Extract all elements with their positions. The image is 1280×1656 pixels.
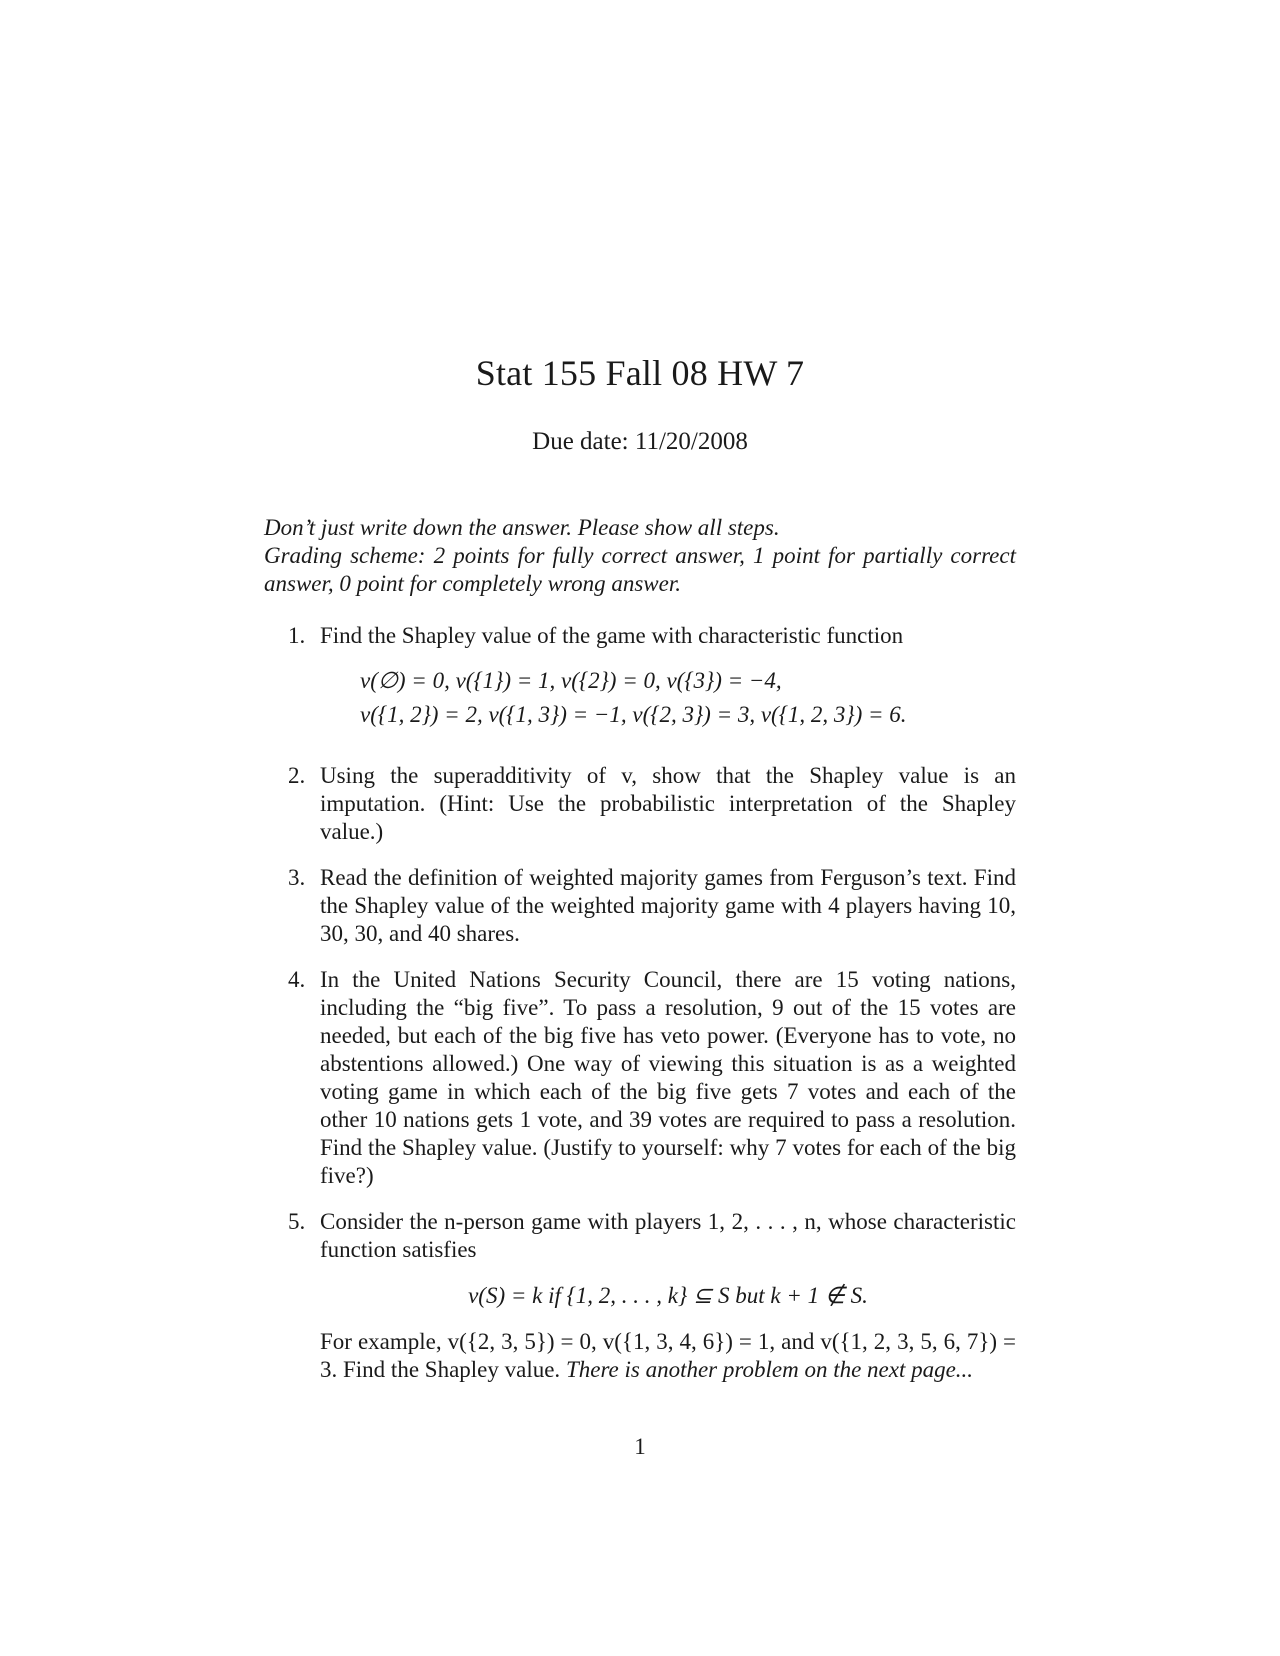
due-date: Due date: 11/20/2008: [532, 428, 748, 455]
problem-number: 1.: [288, 623, 306, 648]
problem-number: 4.: [288, 967, 306, 992]
problem-2: [264, 762, 1016, 846]
instructions-line-1: Don’t just write down the answer. Please show all steps.: [264, 515, 780, 540]
problem-list: [264, 622, 1016, 1384]
instructions: [264, 514, 1016, 598]
problem-text: Read the definition of weighted majority games from Ferguson’s text. Find the Shapley value of the weighted majority game with 4 players having 10, 30, 30, and 40 shares.: [320, 865, 1016, 946]
problem-text: Find the Shapley value of the game with characteristic function: [320, 623, 904, 648]
problem-4: [264, 966, 1016, 1190]
problem-text: Using the superadditivity of v, show that the Shapley value is an imputation. (Hint: Use the probabilistic interpretation of the Shapley value.): [320, 763, 1016, 844]
characteristic-function: [360, 664, 1016, 732]
problem-text: In the United Nations Security Council, there are 15 voting nations, including the “big five”. To pass a resolution, 9 out of the 15 votes are needed, but each of the big five has veto power. (Everyone has to vote, no abstentions allowed.) One way of viewing this situation is as a weighted voting game in which each of the big five gets 7 votes and each of the other 10 nations gets 1 vote, and 39 votes are required to pass a resolution. Find the Shapley value. (Justify to yourself: why 7 votes for each of the big five?): [320, 967, 1016, 1188]
problem-number: 2.: [288, 763, 306, 788]
problem-number: 3.: [288, 865, 306, 890]
page-title: Stat 155 Fall 08 HW 7: [475, 353, 805, 393]
problem-example: [320, 1328, 1016, 1384]
math-line: v(∅) = 0, v({1}) = 1, v({2}) = 0, v({3}) = −4,: [360, 668, 782, 693]
grading-scheme: Grading scheme: 2 points for fully correct answer, 1 point for partially correct answer, 0 point for completely wrong answer.: [264, 543, 1016, 596]
problem-3: [264, 864, 1016, 948]
problem-5: [264, 1208, 1016, 1384]
page-number: 1: [634, 1434, 646, 1459]
example-text: For example, v({2, 3, 5}) = 0, v({1, 3, 4, 6}) = 1, and v({1, 2, 3, 5, 6, 7}) = 3. Find the Shapley value.: [320, 1329, 1016, 1382]
math-line: v({1, 2}) = 2, v({1, 3}) = −1, v({2, 3}) = 3, v({1, 2, 3}) = 6.: [360, 702, 907, 727]
problem-number: 5.: [288, 1209, 306, 1234]
next-page-note: There is another problem on the next page...: [565, 1357, 974, 1382]
problem-text: Consider the n-person game with players 1, 2, . . . , n, whose characteristic function satisfies: [320, 1209, 1016, 1262]
problem-1: [264, 622, 1016, 732]
math-equation: v(S) = k if {1, 2, . . . , k} ⊆ S but k + 1 ∉ S.: [468, 1283, 868, 1308]
